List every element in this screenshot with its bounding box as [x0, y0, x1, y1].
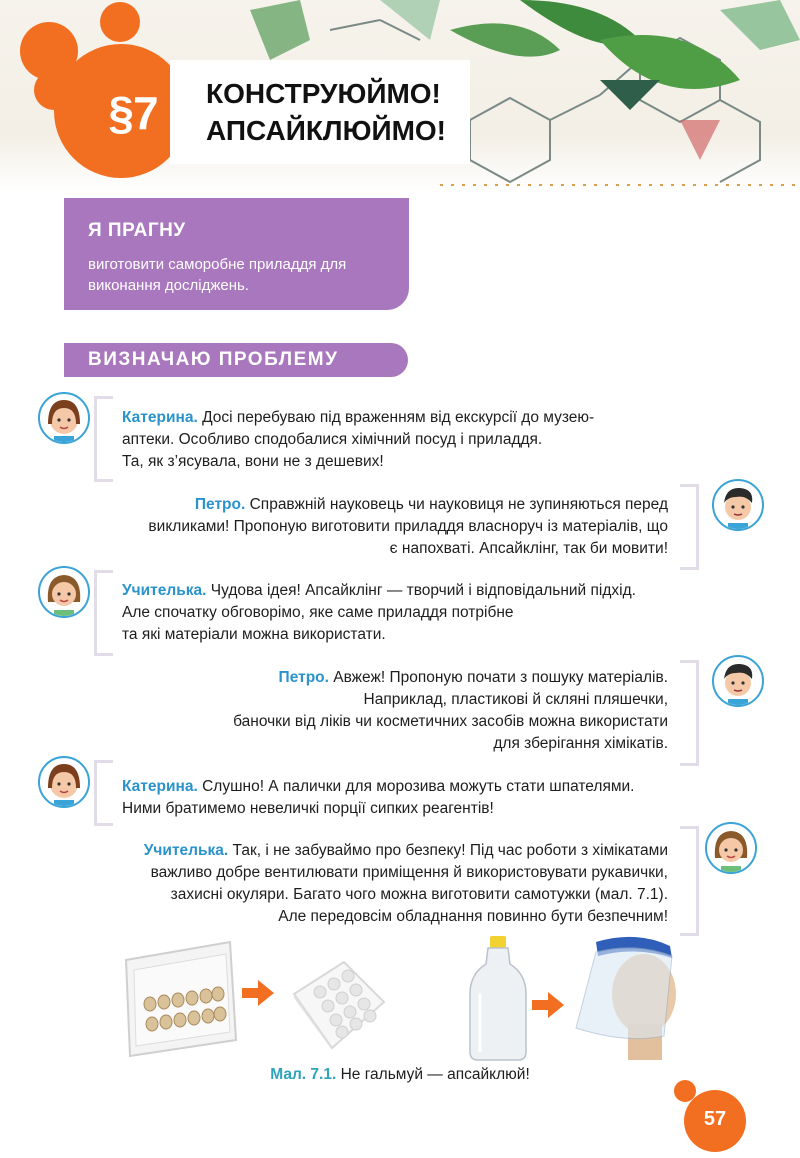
- plastic-bottle-image: [466, 934, 530, 1062]
- header-banner: [0, 0, 800, 192]
- egg-carton-image: [118, 940, 242, 1058]
- arrow-right-icon: [240, 978, 276, 1008]
- page-title-line-1: КОНСТРУЮЙМО!: [206, 78, 441, 109]
- teacher-avatar: [38, 566, 90, 618]
- page-title-line-2: АПСАЙКЛЮЙМО!: [206, 115, 447, 146]
- speaker-name: Учителька.: [143, 842, 229, 859]
- speaker-name: Катерина.: [122, 778, 198, 795]
- kateryna-avatar: [38, 392, 90, 444]
- goal-heading: Я ПРАГНУ: [88, 220, 186, 241]
- petro-avatar: [712, 479, 764, 531]
- kateryna-avatar: [38, 756, 90, 808]
- speaker-name: Петро.: [278, 669, 329, 686]
- spot-plate-image: [280, 958, 386, 1050]
- dialogue-line: Ними братимемо невеличкі порції сипких реагентів!: [122, 800, 494, 817]
- dialogue-line: для зберігання хімікатів.: [493, 735, 668, 752]
- paragraph-number: §7: [108, 87, 158, 139]
- teacher-avatar: [705, 822, 757, 874]
- section-heading: [64, 343, 408, 377]
- dialogue-line: викликами! Пропоную виготовити приладдя власноруч із матеріалів, що: [148, 518, 668, 535]
- dialogue-line: Катерина. Досі перебуваю під враженням від екскурсії до музею-: [122, 409, 595, 426]
- speech-bracket: [680, 660, 699, 766]
- orange-blob-decoration: [100, 2, 140, 42]
- section-heading-text: ВИЗНАЧАЮ ПРОБЛЕМУ: [88, 349, 339, 370]
- dialogue-line: та які матеріали можна використати.: [122, 626, 386, 643]
- petro-avatar: [712, 655, 764, 707]
- figure-caption-text: Не гальмуй — апсайклюй!: [340, 1066, 530, 1083]
- speaker-name: Катерина.: [122, 409, 198, 426]
- goal-text: виготовити саморобне приладдя для виконання досліджень.: [88, 256, 347, 294]
- dialogue-line: Петро. Авжеж! Пропоную почати з пошуку матеріалів.: [278, 669, 668, 686]
- dialogue-line: аптеки. Особливо сподобалися хімічний посуд і приладдя.: [122, 431, 543, 448]
- dialogue-line: Але передовсім обладнання повинно бути безпечним!: [278, 908, 668, 925]
- speaker-name: Учителька.: [122, 582, 207, 599]
- dialogue-line: важливо добре вентилювати приміщення й використовувати рукавички,: [150, 864, 668, 881]
- dialogue-line: Наприклад, пластикові й скляні пляшечки,: [363, 691, 668, 708]
- arrow-right-icon: [530, 990, 566, 1020]
- speaker-name: Петро.: [194, 496, 246, 513]
- dialogue-line: захисні окуляри. Багато чого можна виготовити самотужки (мал. 7.1).: [170, 886, 668, 903]
- dialogue-line: Але спочатку обговорімо, яке саме приладдя потрібне: [122, 604, 514, 621]
- speech-bracket: [680, 484, 699, 570]
- dialogue-line: Учителька. Так, і не забуваймо про безпеку! Під час роботи з хімікатами: [143, 842, 668, 859]
- dialogue-line: є напохваті. Апсайклінг, так би мовити!: [389, 540, 668, 557]
- face-shield-image: [566, 932, 690, 1062]
- speech-bracket: [94, 570, 113, 656]
- title-background: [170, 60, 470, 164]
- speech-bracket: [94, 760, 113, 826]
- speech-bracket: [94, 396, 113, 482]
- goal-box: [64, 198, 409, 310]
- dialogue-line: Учителька. Чудова ідея! Апсайклінг — творчий і відповідальний підхід.: [122, 582, 636, 599]
- dialogue-line: баночки від ліків чи косметичних засобів можна використати: [233, 713, 668, 730]
- page-number: 57: [703, 1108, 727, 1130]
- dialogue-line: Та, як з’ясувала, вони не з дешевих!: [122, 453, 384, 470]
- dialogue-line: Катерина. Слушно! А палички для морозива можуть стати шпателями.: [122, 778, 635, 795]
- speech-bracket: [680, 826, 699, 936]
- dialogue-line: Петро. Справжній науковець чи науковиця не зупиняються перед: [194, 496, 668, 513]
- figure-caption-label: Мал. 7.1.: [270, 1066, 337, 1083]
